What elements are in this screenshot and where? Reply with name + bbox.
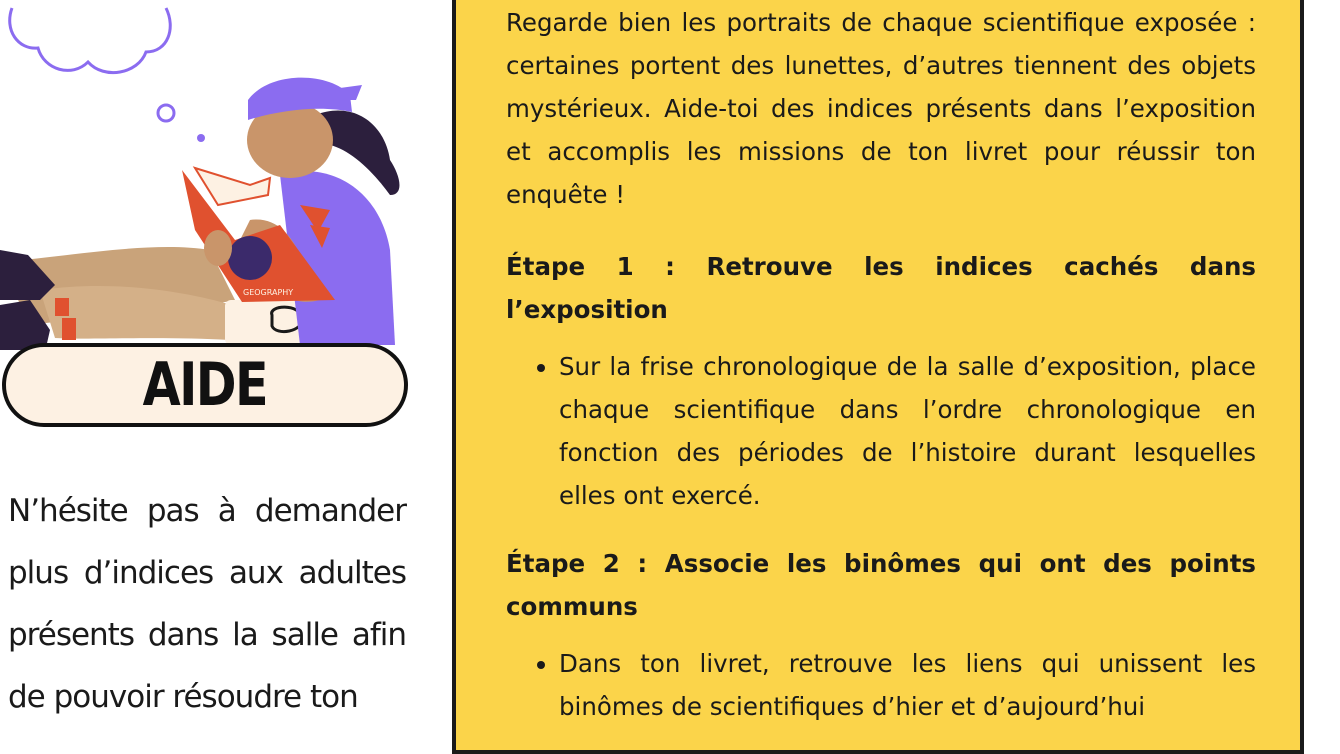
reading-girl-illustration	[0, 0, 430, 350]
help-text: N’hésite pas à demander plus d’indices aux adultes présents dans la salle afin de pouvoir résoudre ton	[8, 493, 406, 715]
help-column	[0, 0, 430, 730]
intro-paragraph: Regarde bien les portraits de chaque scientifique exposée : certaines portent des lunettes, d’autres tiennent des objets mystérieux. Aide-toi des indices présents dans l’exposition et accomplis les missions de ton livret pour réussir ton enquête !	[506, 8, 1256, 209]
help-label: AIDE	[142, 350, 268, 420]
step-1-title: Étape 1 : Retrouve les indices cachés dans l’exposition	[506, 252, 1256, 324]
step-2-list	[506, 642, 1256, 728]
help-banner	[2, 343, 408, 427]
book-label: GEOGRAPHY	[243, 288, 294, 297]
thought-bubble-icon	[158, 105, 174, 121]
instructions-panel	[452, 0, 1304, 754]
instructions-content	[506, 0, 1256, 728]
step-1-list	[506, 345, 1256, 517]
step-2-title: Étape 2 : Associe les binômes qui ont des points communs	[506, 549, 1256, 621]
list-item: • Sur la frise chronologique de la salle d’exposition, place chaque scientifique dans l’ordre chronologique en fonction des périodes de l’histoire durant lesquelles elles ont exercé.	[559, 345, 1256, 517]
thought-cloud-icon	[10, 8, 171, 73]
list-item: • Dans ton livret, retrouve les liens qui unissent les binômes de scientifiques d’hier et d’aujourd’hui	[559, 642, 1256, 728]
